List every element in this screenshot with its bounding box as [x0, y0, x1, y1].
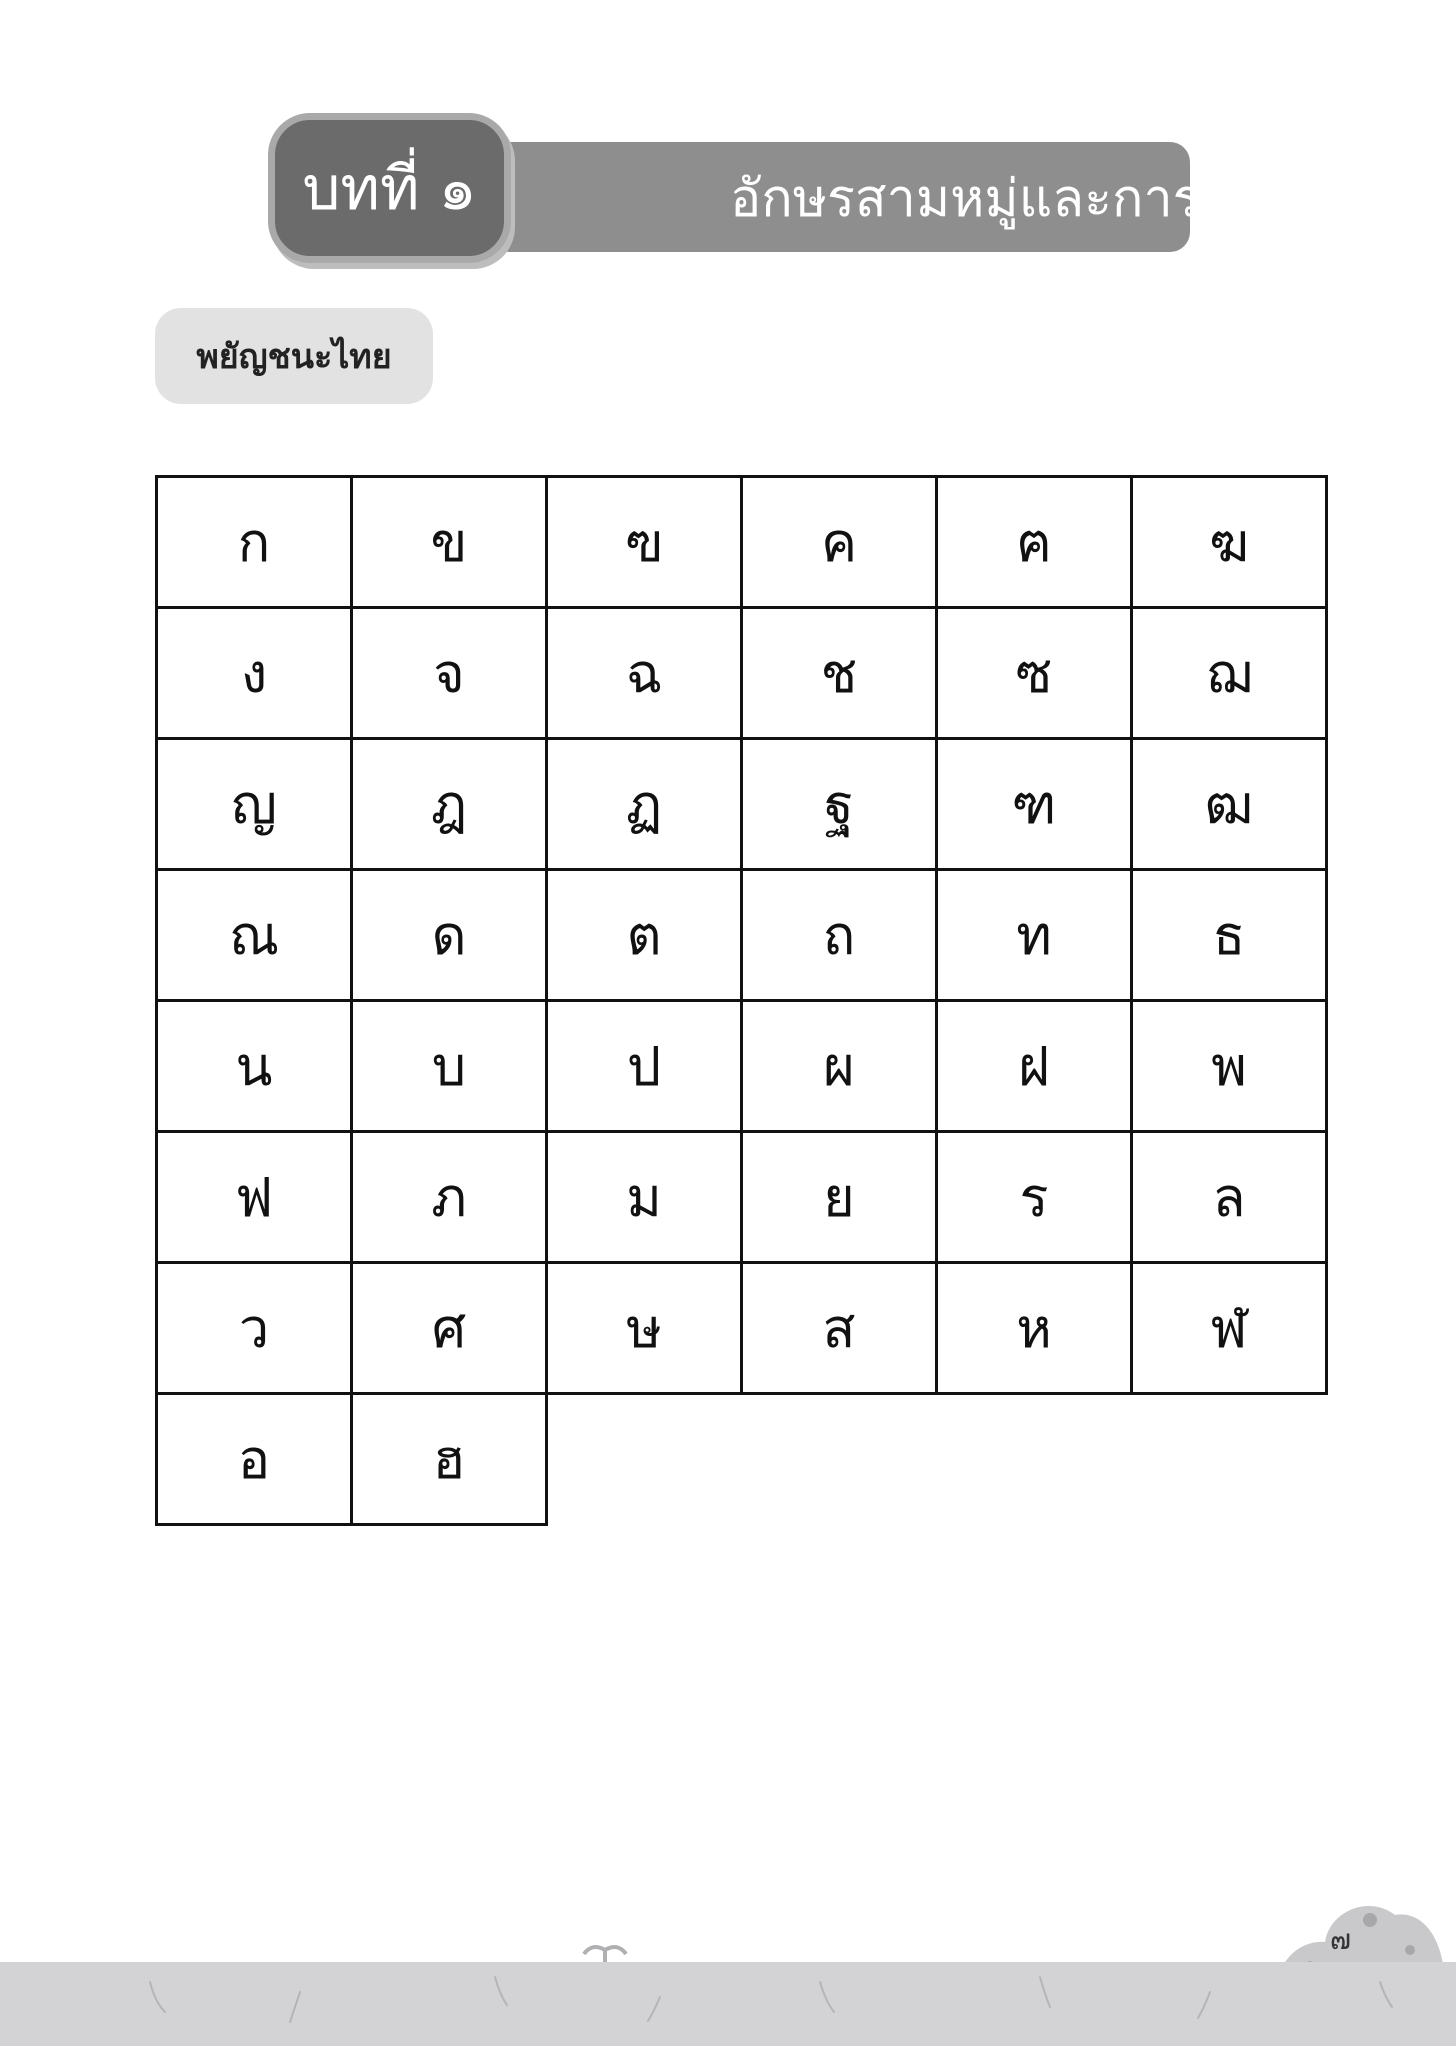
consonant-letter: ฐ	[824, 773, 854, 836]
consonant-cell	[350, 1392, 548, 1526]
consonant-cell	[155, 606, 353, 740]
consonant-letter: ช	[820, 642, 858, 705]
consonant-letter: ข	[430, 511, 468, 574]
consonant-letter: ฒ	[1204, 773, 1254, 836]
consonant-cell	[1130, 1261, 1328, 1395]
consonant-cell	[350, 999, 548, 1133]
consonant-letter: พ	[1211, 1035, 1247, 1098]
page-number: ๗	[1330, 1923, 1352, 1956]
consonant-cell	[935, 1130, 1133, 1264]
consonant-letter: ฃ	[624, 511, 664, 574]
consonant-letter: ค	[820, 511, 858, 574]
consonant-letter: น	[235, 1035, 273, 1098]
consonant-cell	[155, 475, 353, 609]
consonant-letter: บ	[431, 1035, 467, 1098]
consonant-letter: ง	[240, 642, 268, 705]
consonant-letter: ป	[626, 1035, 662, 1098]
consonant-cell	[740, 1261, 938, 1395]
consonant-letter: ษ	[626, 1297, 662, 1360]
consonant-letter: ฎ	[430, 773, 468, 836]
chapter-badge	[268, 113, 511, 263]
consonant-cell	[545, 475, 743, 609]
consonant-cell	[350, 737, 548, 871]
chapter-label: บทที่ ๑	[302, 153, 477, 224]
consonant-letter: ส	[822, 1297, 856, 1360]
consonant-letter: ม	[626, 1166, 662, 1229]
consonant-cell	[935, 475, 1133, 609]
consonant-letter: ภ	[431, 1166, 467, 1229]
consonant-cell	[740, 999, 938, 1133]
consonant-cell	[155, 868, 353, 1002]
consonant-cell	[1130, 999, 1328, 1133]
section-title: พยัญชนะไทย	[196, 337, 392, 377]
consonant-letter: ฏ	[625, 773, 663, 836]
consonant-grid	[155, 475, 1341, 1555]
footer-strip	[0, 1962, 1456, 2046]
consonant-cell	[155, 1261, 353, 1395]
consonant-cell	[350, 606, 548, 740]
consonant-letter: ย	[823, 1166, 855, 1229]
consonant-letter: ฉ	[625, 642, 663, 705]
consonant-cell	[155, 1392, 353, 1526]
consonant-cell	[545, 1130, 743, 1264]
consonant-letter: ศ	[431, 1297, 467, 1360]
section-title-pill	[155, 308, 433, 404]
consonant-cell	[155, 737, 353, 871]
consonant-cell	[740, 737, 938, 871]
consonant-cell	[545, 999, 743, 1133]
consonant-cell	[1130, 1130, 1328, 1264]
consonant-letter: อ	[237, 1428, 271, 1491]
consonant-cell	[1130, 606, 1328, 740]
consonant-cell	[545, 1261, 743, 1395]
consonant-cell	[545, 868, 743, 1002]
consonant-cell	[1130, 737, 1328, 871]
consonant-letter: ฬ	[1210, 1297, 1248, 1360]
consonant-letter: ฮ	[432, 1428, 466, 1491]
consonant-letter: ท	[1016, 904, 1052, 967]
consonant-cell	[740, 606, 938, 740]
consonant-letter: ร	[1019, 1166, 1049, 1229]
consonant-cell	[740, 1130, 938, 1264]
consonant-letter: จ	[433, 642, 465, 705]
consonant-cell	[155, 1130, 353, 1264]
consonant-cell	[545, 737, 743, 871]
consonant-letter: ฌ	[1205, 642, 1253, 705]
consonant-cell	[350, 475, 548, 609]
consonant-letter: ห	[1016, 1297, 1052, 1360]
consonant-cell	[935, 1261, 1133, 1395]
consonant-cell	[935, 868, 1133, 1002]
consonant-cell	[1130, 868, 1328, 1002]
consonant-letter: ธ	[1212, 904, 1246, 967]
consonant-letter: ฝ	[1018, 1035, 1050, 1098]
consonant-letter: ญ	[230, 773, 277, 836]
consonant-cell	[350, 1261, 548, 1395]
consonant-cell	[935, 999, 1133, 1133]
consonant-letter: ฆ	[1208, 511, 1250, 574]
consonant-letter: ฟ	[234, 1166, 274, 1229]
consonant-cell	[740, 475, 938, 609]
consonant-letter: ถ	[822, 904, 856, 967]
chapter-title: อักษรสามหมู่และการผันอักษร	[730, 168, 1392, 229]
consonant-letter: ฅ	[1015, 511, 1053, 574]
consonant-cell	[935, 737, 1133, 871]
consonant-letter: ด	[431, 904, 467, 967]
consonant-cell	[740, 868, 938, 1002]
consonant-letter: ล	[1212, 1166, 1246, 1229]
consonant-letter: ก	[237, 511, 271, 574]
consonant-letter: ซ	[1015, 642, 1053, 705]
consonant-letter: ณ	[228, 904, 280, 967]
consonant-cell	[155, 999, 353, 1133]
consonant-letter: ว	[238, 1297, 270, 1360]
grass-strokes-icon	[0, 1962, 1456, 2046]
consonant-letter: ต	[626, 904, 662, 967]
consonant-letter: ผ	[823, 1035, 855, 1098]
chapter-title-bar	[490, 142, 1392, 252]
consonant-cell	[350, 1130, 548, 1264]
consonant-cell	[350, 868, 548, 1002]
consonant-letter: ฑ	[1011, 773, 1057, 836]
consonant-cell	[545, 606, 743, 740]
consonant-cell	[935, 606, 1133, 740]
consonant-cell	[1130, 475, 1328, 609]
